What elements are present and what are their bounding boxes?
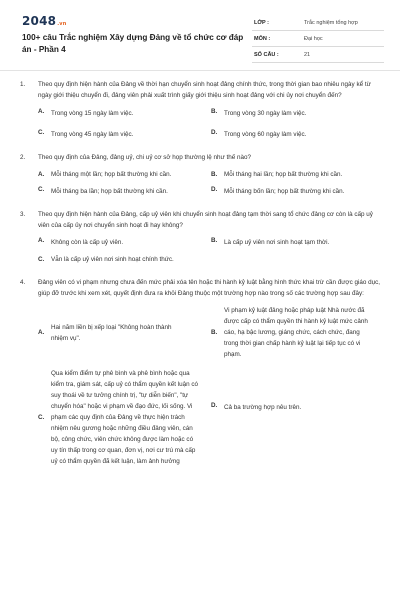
option-d[interactable] [211,402,384,413]
question-stem [18,79,384,101]
option-letter: D. [211,186,218,193]
option-text: Mỗi tháng một lần; họp bất thường khi cần. [51,171,172,178]
question-number: 4. [20,279,26,286]
question-number: 1. [20,81,26,88]
document-title: 100+ câu Trắc nghiệm Xây dựng Đảng về tổ chức cơ đáp án - Phần 4 [22,33,244,54]
option-text: Không còn là cấp uỷ viên. [51,239,124,246]
option-text: Là cấp uỷ viên nơi sinh hoạt tạm thời. [224,239,330,246]
question-list [18,79,384,477]
question-stem [18,152,384,163]
option-row [38,186,384,197]
option-a[interactable] [38,237,211,248]
header-divider [0,70,400,71]
question-number: 3. [20,211,26,218]
option-row [38,129,384,140]
option-text: Vi phạm kỷ luật đảng hoặc pháp luật Nhà nước đã được cấp có thẩm quyền thi hành kỷ luật mức cảnh cáo, hạ bậc lương, giáng chức, cách chức, đang trong thời gian chấp hành kỷ luật lại tiếp tục có vi phạm. [224,307,368,358]
option-row [38,254,384,265]
question-text: Theo quy định hiện hành của Đảng, cấp uỷ viên khi chuyển sinh hoạt đảng tạm thời sang tổ chức đảng cơ còn là cấp uỷ viên của cấp ủy nơi chuyển sinh hoạt đi hay không? [38,211,373,229]
option-d[interactable] [211,129,384,140]
option-a[interactable] [38,169,211,180]
option-row [38,169,384,180]
option-text: Vẫn là cấp uỷ viên nơi sinh hoạt chính thức. [51,256,174,263]
option-b[interactable] [211,237,384,248]
meta-label: LỚP : [254,20,269,26]
option-text: Qua kiểm điểm tự phê bình và phê bình hoặc qua kiểm tra, giám sát, cấp uỷ có thẩm quyền kết luận có suy thoái về tư tưởng chính trị, "tự diễn biến", "tự chuyển hóa" hoặc vi phạm về đạo đức, lối sống. Vi phạm các quy định của Đảng về thực hiện trách nhiệm nêu gương hoặc những điều đảng viên, cán bộ, công chức, viên chức không được làm hoặc có uy tín thấp trong cơ quan, đơn vị, nơi cư trú mà cấp uỷ có thẩm quyền đã kết luận, làm ảnh hưởng [51,370,198,465]
option-letter: A. [38,171,45,178]
question-stem [18,209,384,231]
option-b[interactable] [211,169,384,180]
option-letter: B. [211,108,218,115]
option-text: Cả ba trường hợp nêu trên. [224,404,302,411]
option-b[interactable] [211,305,384,360]
option-c[interactable] [38,129,211,140]
document-header [22,14,382,66]
question-item [18,152,384,197]
meta-row-count [252,47,384,63]
option-text: Trong vòng 15 ngày làm việc. [51,110,134,117]
question-item [18,209,384,265]
meta-row-class [252,15,384,31]
option-letter: B. [211,237,218,244]
option-list [38,108,384,140]
option-letter: A. [38,237,45,244]
meta-value: Đại học [304,36,323,42]
option-c[interactable] [38,186,211,197]
option-letter: A. [38,329,45,336]
option-text: Trong vòng 60 ngày làm việc. [224,131,307,138]
option-c[interactable] [38,254,211,265]
option-c[interactable] [38,368,211,467]
meta-value: 21 [304,52,311,58]
question-item [18,79,384,140]
logo-main: 2048 [22,14,57,28]
question-text: Đảng viên có vi phạm nhưng chưa đến mức phải xóa tên hoặc thi hành kỷ luật bằng hình thức khai trừ cần được giáo dục, giúp đỡ trước khi xem xét, quyết định đưa ra khỏi Đảng thuộc một trường hợp nào trong số các trường hợp sau đây: [38,279,381,297]
meta-label: SỐ CÂU : [254,52,279,58]
option-letter: C. [38,414,45,421]
option-row [38,368,384,467]
option-letter: D. [211,402,218,409]
option-list [38,169,384,197]
option-row [38,108,384,119]
option-b[interactable] [211,108,384,119]
option-row [38,237,384,248]
site-logo[interactable] [22,14,67,28]
option-letter: B. [211,329,218,336]
option-text: Mỗi tháng ba lần; họp bất thường khi cần. [51,188,168,195]
question-stem [18,277,384,299]
option-letter: D. [211,129,218,136]
question-item [18,277,384,467]
option-letter: A. [38,108,45,115]
meta-label: MÔN : [254,36,271,42]
option-letter: C. [38,256,45,263]
logo-tld: .vn [57,21,67,27]
option-d[interactable] [211,186,384,197]
option-text: Mỗi tháng bốn lần; họp bất thường khi cần. [224,188,345,195]
option-list [38,305,384,467]
option-letter: C. [38,186,45,193]
option-a[interactable] [38,108,211,119]
option-text: Mỗi tháng hai lần; họp bất thường khi cần. [224,171,343,178]
option-letter: C. [38,129,45,136]
option-letter: B. [211,171,218,178]
option-a[interactable] [38,322,211,344]
option-text: Hai năm liền bị xếp loại "Không hoàn thành nhiệm vụ". [51,323,172,342]
option-list [38,237,384,265]
option-text: Trong vòng 45 ngày làm việc. [51,131,134,138]
meta-row-subject [252,31,384,47]
option-row [38,305,384,360]
meta-value: Trắc nghiệm tổng hợp [304,20,358,26]
option-text: Trong vòng 30 ngày làm việc. [224,110,307,117]
meta-table [252,15,384,63]
question-text: Theo quy định hiện hành của Đảng về thời hạn chuyển sinh hoạt đảng chính thức, trong thời gian bao nhiêu ngày kể từ ngày giới thiệu chuyển đi, đảng viên phải xuất trình giấy giới thiệu sinh hoạt đảng với chi ủy nơi chuyển đến? [38,81,371,99]
question-text: Theo quy định của Đảng, đảng uỷ, chi uỷ cơ sở họp thường lệ như thế nào? [38,154,252,161]
question-number: 2. [20,154,26,161]
